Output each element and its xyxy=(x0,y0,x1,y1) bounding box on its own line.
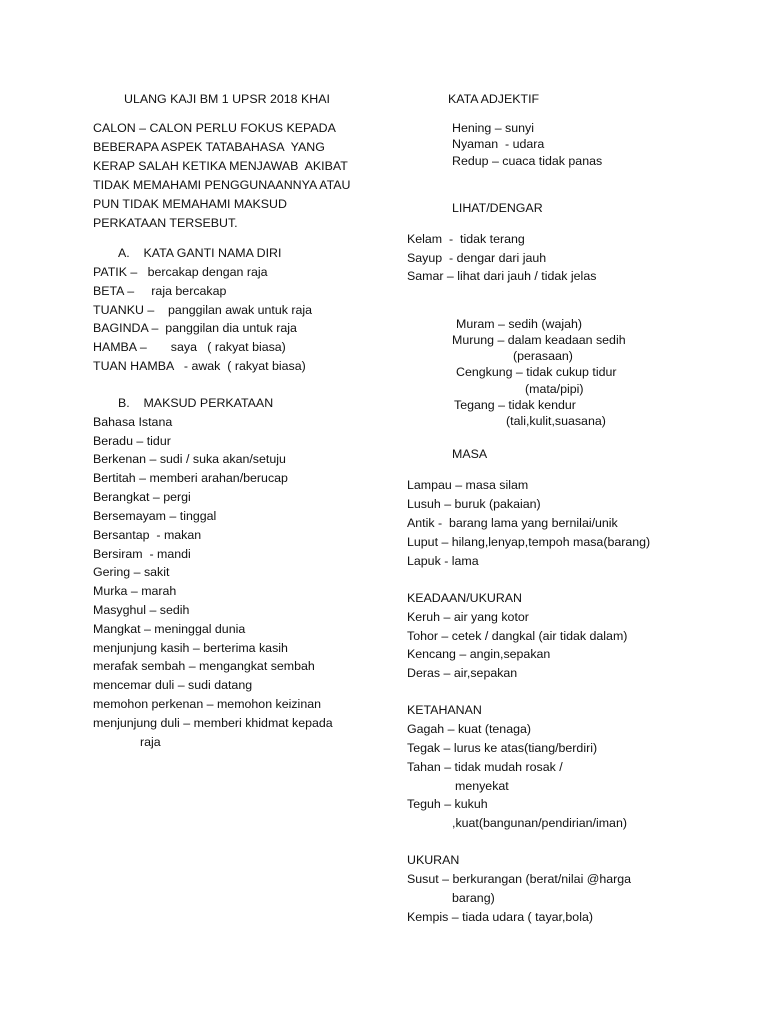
lihat-dengar-item: Samar – lihat dari jauh / tidak jelas xyxy=(407,269,597,283)
ketahanan-item: ,kuat(bangunan/pendirian/iman) xyxy=(452,816,627,830)
keadaan-ukuran-item: Tohor – cetek / dangkal (air tidak dalam) xyxy=(407,629,628,643)
lihat-dengar-item: Sayup - dengar dari jauh xyxy=(407,251,547,265)
section-b-item: merafak sembah – mengangkat sembah xyxy=(93,659,315,673)
section-b-item: Bersemayam – tinggal xyxy=(93,509,217,523)
section-a-item: BAGINDA – panggilan dia untuk raja xyxy=(93,321,297,335)
keadaan-ukuran-heading: KEADAAN/UKURAN xyxy=(407,591,522,605)
masa-item: Lapuk - lama xyxy=(407,554,479,568)
masa-heading: MASA xyxy=(452,447,488,461)
perasaan-item: Cengkung – tidak cukup tidur xyxy=(456,365,617,379)
section-a-heading: A. KATA GANTI NAMA DIRI xyxy=(118,246,282,260)
ukuran-item: Susut – berkurangan (berat/nilai @harga xyxy=(407,872,632,886)
ketahanan-item: Teguh – kukuh xyxy=(407,797,488,811)
section-b-item: Bahasa Istana xyxy=(93,415,173,429)
intro-line-4: TIDAK MEMAHAMI PENGGUNAANNYA ATAU xyxy=(93,178,351,192)
lihat-dengar-heading: LIHAT/DENGAR xyxy=(452,201,543,215)
perasaan-item: (mata/pipi) xyxy=(525,382,584,396)
section-b-item: menjunjung kasih – berterima kasih xyxy=(93,641,288,655)
section-b-item: Masyghul – sedih xyxy=(93,603,190,617)
ketahanan-heading: KETAHANAN xyxy=(407,703,482,717)
section-a-item: BETA – raja bercakap xyxy=(93,284,227,298)
lihat-dengar-item: Kelam - tidak terang xyxy=(407,232,525,246)
ukuran-item: barang) xyxy=(452,891,495,905)
section-b-item: Berkenan – sudi / suka akan/setuju xyxy=(93,452,286,466)
section-a-item: TUAN HAMBA - awak ( rakyat biasa) xyxy=(93,359,306,373)
ketahanan-item: menyekat xyxy=(455,779,509,793)
section-b-item: Bersiram - mandi xyxy=(93,547,191,561)
masa-item: Lusuh – buruk (pakaian) xyxy=(407,497,541,511)
section-b-item: menjunjung duli – memberi khidmat kepada xyxy=(93,716,333,730)
intro-line-1: CALON – CALON PERLU FOKUS KEPADA xyxy=(93,121,336,135)
left-title: ULANG KAJI BM 1 UPSR 2018 KHAI xyxy=(124,92,330,106)
intro-line-2: BEBERAPA ASPEK TATABAHASA YANG xyxy=(93,140,325,154)
intro-line-3: KERAP SALAH KETIKA MENJAWAB AKIBAT xyxy=(93,159,348,173)
masa-item: Lampau – masa silam xyxy=(407,478,529,492)
section-a-item: PATIK – bercakap dengan raja xyxy=(93,265,268,279)
ketahanan-item: Gagah – kuat (tenaga) xyxy=(407,722,531,736)
perasaan-item: (perasaan) xyxy=(513,349,573,363)
section-a-item: TUANKU – panggilan awak untuk raja xyxy=(93,303,313,317)
section-b-item: Bersantap - makan xyxy=(93,528,202,542)
perasaan-item: (tali,kulit,suasana) xyxy=(506,414,606,428)
section-b-item: Beradu – tidur xyxy=(93,434,171,448)
section-b-item: Murka – marah xyxy=(93,584,177,598)
section-b-item: memohon perkenan – memohon keizinan xyxy=(93,697,321,711)
perasaan-item: Murung – dalam keadaan sedih xyxy=(452,333,626,347)
section-b-item: Gering – sakit xyxy=(93,565,170,579)
keadaan-ukuran-item: Deras – air,sepakan xyxy=(407,666,518,680)
ukuran-heading: UKURAN xyxy=(407,853,460,867)
section-b-item: Berangkat – pergi xyxy=(93,490,191,504)
section-b-item: Bertitah – memberi arahan/berucap xyxy=(93,471,288,485)
adjective-item: Hening – sunyi xyxy=(452,121,534,135)
perasaan-item: Tegang – tidak kendur xyxy=(454,398,576,412)
masa-item: Luput – hilang,lenyap,tempoh masa(barang) xyxy=(407,535,651,549)
ukuran-item: Kempis – tiada udara ( tayar,bola) xyxy=(407,910,593,924)
section-a-item: HAMBA – saya ( rakyat biasa) xyxy=(93,340,286,354)
perasaan-item: Muram – sedih (wajah) xyxy=(456,317,583,331)
section-b-item: Mangkat – meninggal dunia xyxy=(93,622,246,636)
right-title: KATA ADJEKTIF xyxy=(448,92,540,106)
adjective-item: Redup – cuaca tidak panas xyxy=(452,154,603,168)
intro-line-5: PUN TIDAK MEMAHAMI MAKSUD xyxy=(93,197,287,211)
keadaan-ukuran-item: Keruh – air yang kotor xyxy=(407,610,529,624)
section-b-heading: B. MAKSUD PERKATAAN xyxy=(118,396,274,410)
intro-line-6: PERKATAAN TERSEBUT. xyxy=(93,216,238,230)
section-b-item: mencemar duli – sudi datang xyxy=(93,678,253,692)
ketahanan-item: Tahan – tidak mudah rosak / xyxy=(407,760,563,774)
masa-item: Antik - barang lama yang bernilai/unik xyxy=(407,516,618,530)
section-b-item: raja xyxy=(140,735,161,749)
ketahanan-item: Tegak – lurus ke atas(tiang/berdiri) xyxy=(407,741,598,755)
keadaan-ukuran-item: Kencang – angin,sepakan xyxy=(407,647,551,661)
adjective-item: Nyaman - udara xyxy=(452,137,545,151)
